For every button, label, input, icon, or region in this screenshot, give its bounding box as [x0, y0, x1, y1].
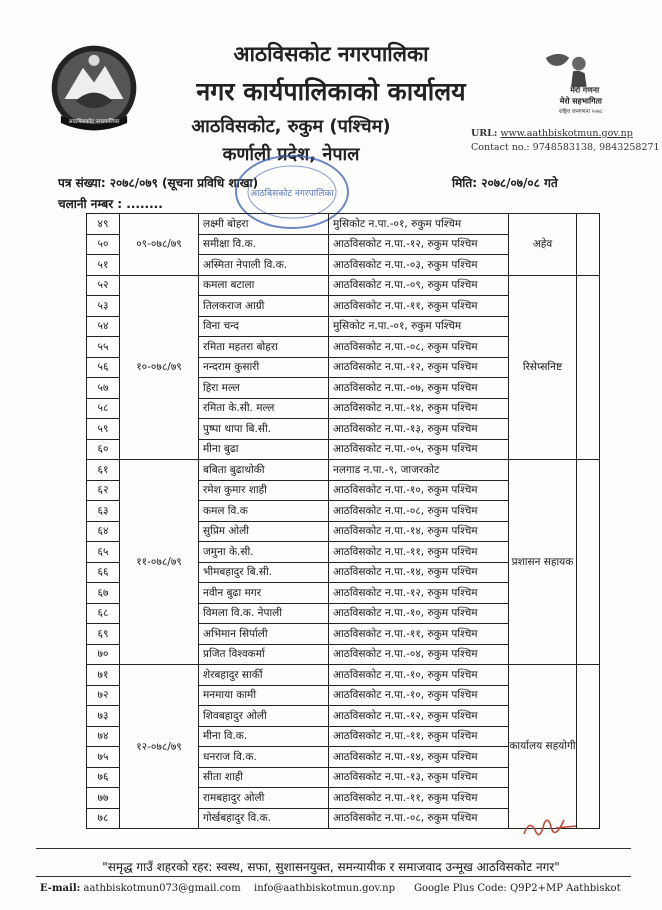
signature-icon: [520, 810, 580, 844]
census-line-3: राष्ट्रिय जनगणना २०७८: [558, 109, 603, 116]
serial-number-cell: ६८: [87, 603, 120, 624]
table-row: [87, 460, 600, 481]
letter-date: मिति: २०७८/०७/०८ गते: [452, 176, 558, 190]
serial-number-cell: ५९: [87, 419, 120, 440]
municipality-name: आठविसकोट नगरपालिका: [233, 42, 429, 66]
candidate-name-cell: मीना बुढा: [199, 439, 329, 460]
candidate-name-cell: कमल वि.क: [199, 501, 329, 522]
table-row: [87, 214, 600, 235]
website-link[interactable]: www.aathbiskotmun.gov.np: [500, 128, 633, 139]
candidate-name-cell: नवीन बुढा मगर: [199, 583, 329, 604]
candidate-address-cell: आठविसकोट न.पा.-०९, रुकुम पश्चिम: [329, 275, 509, 296]
stamp-text: आठबिसकोट नगरपालिका: [250, 189, 334, 199]
candidate-address-cell: मुसिकोट न.पा.-०१, रुकुम पश्चिम: [329, 214, 509, 235]
candidate-address-cell: आठविसकोट न.पा.-१४, रुकुम पश्चिम: [329, 747, 509, 768]
census-line-2: मेरो सहभागिता: [559, 96, 602, 106]
serial-number-cell: ५७: [87, 378, 120, 399]
post-name-cell: कार्यालय सहयोगी: [509, 665, 577, 829]
serial-number-cell: ६५: [87, 542, 120, 563]
municipal-slogan: "समृद्ध गाउँ शहरको रहर: स्वस्थ, सफा, सुशासनयुक्त, समन्यायीक र समाजवाद उन्मूख आठविसकोट नगर": [102, 860, 560, 874]
serial-number-cell: ७७: [87, 788, 120, 809]
serial-number-cell: ७२: [87, 685, 120, 706]
candidate-name-cell: लक्ष्मी बोहरा: [199, 214, 329, 235]
candidate-name-cell: मनमाया कामी: [199, 685, 329, 706]
candidate-name-cell: रमेश कुमार शाही: [199, 480, 329, 501]
candidate-address-cell: आठविसकोट न.पा.-१३, रुकुम पश्चिम: [329, 419, 509, 440]
remarks-cell: [577, 275, 600, 460]
candidate-address-cell: आठविसकोट न.पा.-०४, रुकुम पश्चिम: [329, 644, 509, 665]
candidate-name-cell: बबिता बुढाथोकी: [199, 460, 329, 481]
email-label: E-mail:: [40, 883, 81, 894]
candidate-address-cell: आठविसकोट न.पा.-११, रुकुम पश्चिम: [329, 296, 509, 317]
serial-number-cell: ५२: [87, 275, 120, 296]
candidate-name-cell: भीमबहादुर बि.सी.: [199, 562, 329, 583]
candidate-name-cell: रमिता महतरा बोहरा: [199, 337, 329, 358]
candidate-address-cell: आठविसकोट न.पा.-११, रुकुम पश्चिम: [329, 542, 509, 563]
candidate-address-cell: आठविसकोट न.पा.-०८, रुकुम पश्चिम: [329, 337, 509, 358]
remarks-cell: [577, 214, 600, 276]
footer-divider-bottom: [36, 876, 631, 877]
candidate-address-cell: आठविसकोट न.पा.-१०, रुकुम पश्चिम: [329, 603, 509, 624]
serial-number-cell: ६३: [87, 501, 120, 522]
candidate-address-cell: आठविसकोट न.पा.-१२, रुकुम पश्चिम: [329, 357, 509, 378]
candidate-address-cell: आठविसकोट न.पा.-०३, रुकुम पश्चिम: [329, 255, 509, 276]
candidate-address-cell: आठविसकोट न.पा.-१२, रुकुम पश्चिम: [329, 583, 509, 604]
serial-number-cell: ७४: [87, 726, 120, 747]
serial-number-cell: ४९: [87, 214, 120, 235]
post-name-cell: रिसेप्सनिष्ट: [509, 275, 577, 460]
url-label: URL:: [471, 128, 498, 139]
candidate-address-cell: आठविसकोट न.पा.-११, रुकुम पश्चिम: [329, 788, 509, 809]
candidate-name-cell: शिवबहादुर ओली: [199, 706, 329, 727]
candidate-address-cell: आठविसकोट न.पा.-१४, रुकुम पश्चिम: [329, 398, 509, 419]
candidate-name-cell: पुष्पा थापा बि.सी.: [199, 419, 329, 440]
candidate-address-cell: आठविसकोट न.पा.-०८, रुकुम पश्चिम: [329, 501, 509, 522]
serial-number-cell: ७६: [87, 767, 120, 788]
candidate-address-cell: आठविसकोट न.पा.-१२, रुकुम पश्चिम: [329, 234, 509, 255]
serial-number-cell: ५६: [87, 357, 120, 378]
candidate-name-cell: तिलकराज आग्री: [199, 296, 329, 317]
website-line: [471, 128, 633, 139]
contact-numbers: Contact no.: 9748583138, 9843258271: [471, 142, 660, 153]
footer-divider-top: [36, 848, 631, 849]
serial-number-cell: ५८: [87, 398, 120, 419]
email-line: [40, 883, 241, 894]
candidate-address-cell: आठविसकोट न.पा.-०७, रुकुम पश्चिम: [329, 378, 509, 399]
serial-number-cell: ७३: [87, 706, 120, 727]
candidate-name-cell: नन्दराम कुसारी: [199, 357, 329, 378]
candidate-name-cell: रामबहादुर ओली: [199, 788, 329, 809]
candidate-name-cell: अस्मिता नेपाली वि.क.: [199, 255, 329, 276]
candidate-address-cell: आठविसकोट न.पा.-०८, रुकुम पश्चिम: [329, 808, 509, 829]
candidate-name-cell: विमला वि.क. नेपाली: [199, 603, 329, 624]
candidate-name-cell: विना चन्द: [199, 316, 329, 337]
candidate-address-cell: आठविसकोट न.पा.-११, रुकुम पश्चिम: [329, 624, 509, 645]
candidate-table: [86, 213, 600, 829]
roll-number-cell: १२-०७८/७९: [120, 665, 199, 829]
info-email[interactable]: info@aathbiskotmun.gov.np: [254, 883, 396, 894]
email-address[interactable]: aathbiskotmun073@gmail.com: [83, 883, 241, 894]
serial-number-cell: ६६: [87, 562, 120, 583]
serial-number-cell: ६२: [87, 480, 120, 501]
candidate-address-cell: आठविसकोट न.पा.-१०, रुकुम पश्चिम: [329, 480, 509, 501]
roll-number-cell: ११-०७८/७९: [120, 460, 199, 665]
serial-number-cell: ५१: [87, 255, 120, 276]
google-plus-code: Google Plus Code: Q9P2+MP Aathbiskot: [414, 883, 621, 894]
post-name-cell: प्रशासन सहायक: [509, 460, 577, 665]
candidate-name-cell: अभिमान सिर्पाली: [199, 624, 329, 645]
candidate-address-cell: आठविसकोट न.पा.-१०, रुकुम पश्चिम: [329, 665, 509, 686]
candidate-address-cell: मुसिकोट न.पा.-०१, रुकुम पश्चिम: [329, 316, 509, 337]
office-address: आठविसकोट, रुकुम (पश्चिम): [191, 116, 391, 137]
emblem-caption: आठबिसकोट नगरपालिका: [68, 118, 120, 125]
candidate-name-cell: कमला बटाला: [199, 275, 329, 296]
candidate-name-cell: सीता शाही: [199, 767, 329, 788]
candidate-name-cell: गोर्खबहादुर वि.क.: [199, 808, 329, 829]
serial-number-cell: ६४: [87, 521, 120, 542]
table-row: [87, 275, 600, 296]
candidate-name-cell: जमुना के.सी.: [199, 542, 329, 563]
candidate-address-cell: आठविसकोट न.पा.-१०, रुकुम पश्चिम: [329, 685, 509, 706]
candidate-address-cell: आठविसकोट न.पा.-०५, रुकुम पश्चिम: [329, 439, 509, 460]
candidate-address-cell: आठविसकोट न.पा.-११, रुकुम पश्चिम: [329, 726, 509, 747]
dispatch-number: चलानी नम्बर : ........: [58, 197, 163, 211]
candidate-name-cell: शेरबहादुर सार्की: [199, 665, 329, 686]
serial-number-cell: ५५: [87, 337, 120, 358]
post-name-cell: अहेव: [509, 214, 577, 276]
office-province: कर्णाली प्रदेश, नेपाल: [222, 144, 360, 165]
candidate-name-cell: रमिता के.सी. मल्ल: [199, 398, 329, 419]
candidate-name-cell: समीक्षा वि.क.: [199, 234, 329, 255]
serial-number-cell: ५३: [87, 296, 120, 317]
letter-reference: पत्र संख्या: २०७८/०७९ (सूचना प्रविधि शाखा): [58, 176, 259, 190]
candidate-name-cell: धनराज वि.क.: [199, 747, 329, 768]
candidate-name-cell: प्रजित विश्वकर्मा: [199, 644, 329, 665]
serial-number-cell: ६१: [87, 460, 120, 481]
census-line-1: मेरो गणना: [570, 85, 600, 95]
serial-number-cell: ७१: [87, 665, 120, 686]
roll-number-cell: ०९-०७८/७९: [120, 214, 199, 276]
serial-number-cell: ६०: [87, 439, 120, 460]
remarks-cell: [577, 665, 600, 829]
office-name: नगर कार्यपालिकाको कार्यालय: [196, 77, 466, 106]
candidate-name-cell: हिरा मल्ल: [199, 378, 329, 399]
serial-number-cell: ७५: [87, 747, 120, 768]
remarks-cell: [577, 460, 600, 665]
candidate-address-cell: आठविसकोट न.पा.-१४, रुकुम पश्चिम: [329, 562, 509, 583]
candidate-address-cell: आठविसकोट न.पा.-१२, रुकुम पश्चिम: [329, 706, 509, 727]
serial-number-cell: ६९: [87, 624, 120, 645]
candidate-name-cell: मीना वि.क.: [199, 726, 329, 747]
candidate-table-body: [87, 214, 600, 829]
table-row: [87, 665, 600, 686]
serial-number-cell: ५०: [87, 234, 120, 255]
serial-number-cell: ७८: [87, 808, 120, 829]
candidate-name-cell: सुप्रिम ओली: [199, 521, 329, 542]
serial-number-cell: ५४: [87, 316, 120, 337]
roll-number-cell: १०-०७८/७९: [120, 275, 199, 460]
serial-number-cell: ७०: [87, 644, 120, 665]
serial-number-cell: ६७: [87, 583, 120, 604]
candidate-address-cell: नलगाड न.पा.-९, जाजरकोट: [329, 460, 509, 481]
candidate-address-cell: आठविसकोट न.पा.-१३, रुकुम पश्चिम: [329, 767, 509, 788]
candidate-address-cell: आठविसकोट न.पा.-१४, रुकुम पश्चिम: [329, 521, 509, 542]
